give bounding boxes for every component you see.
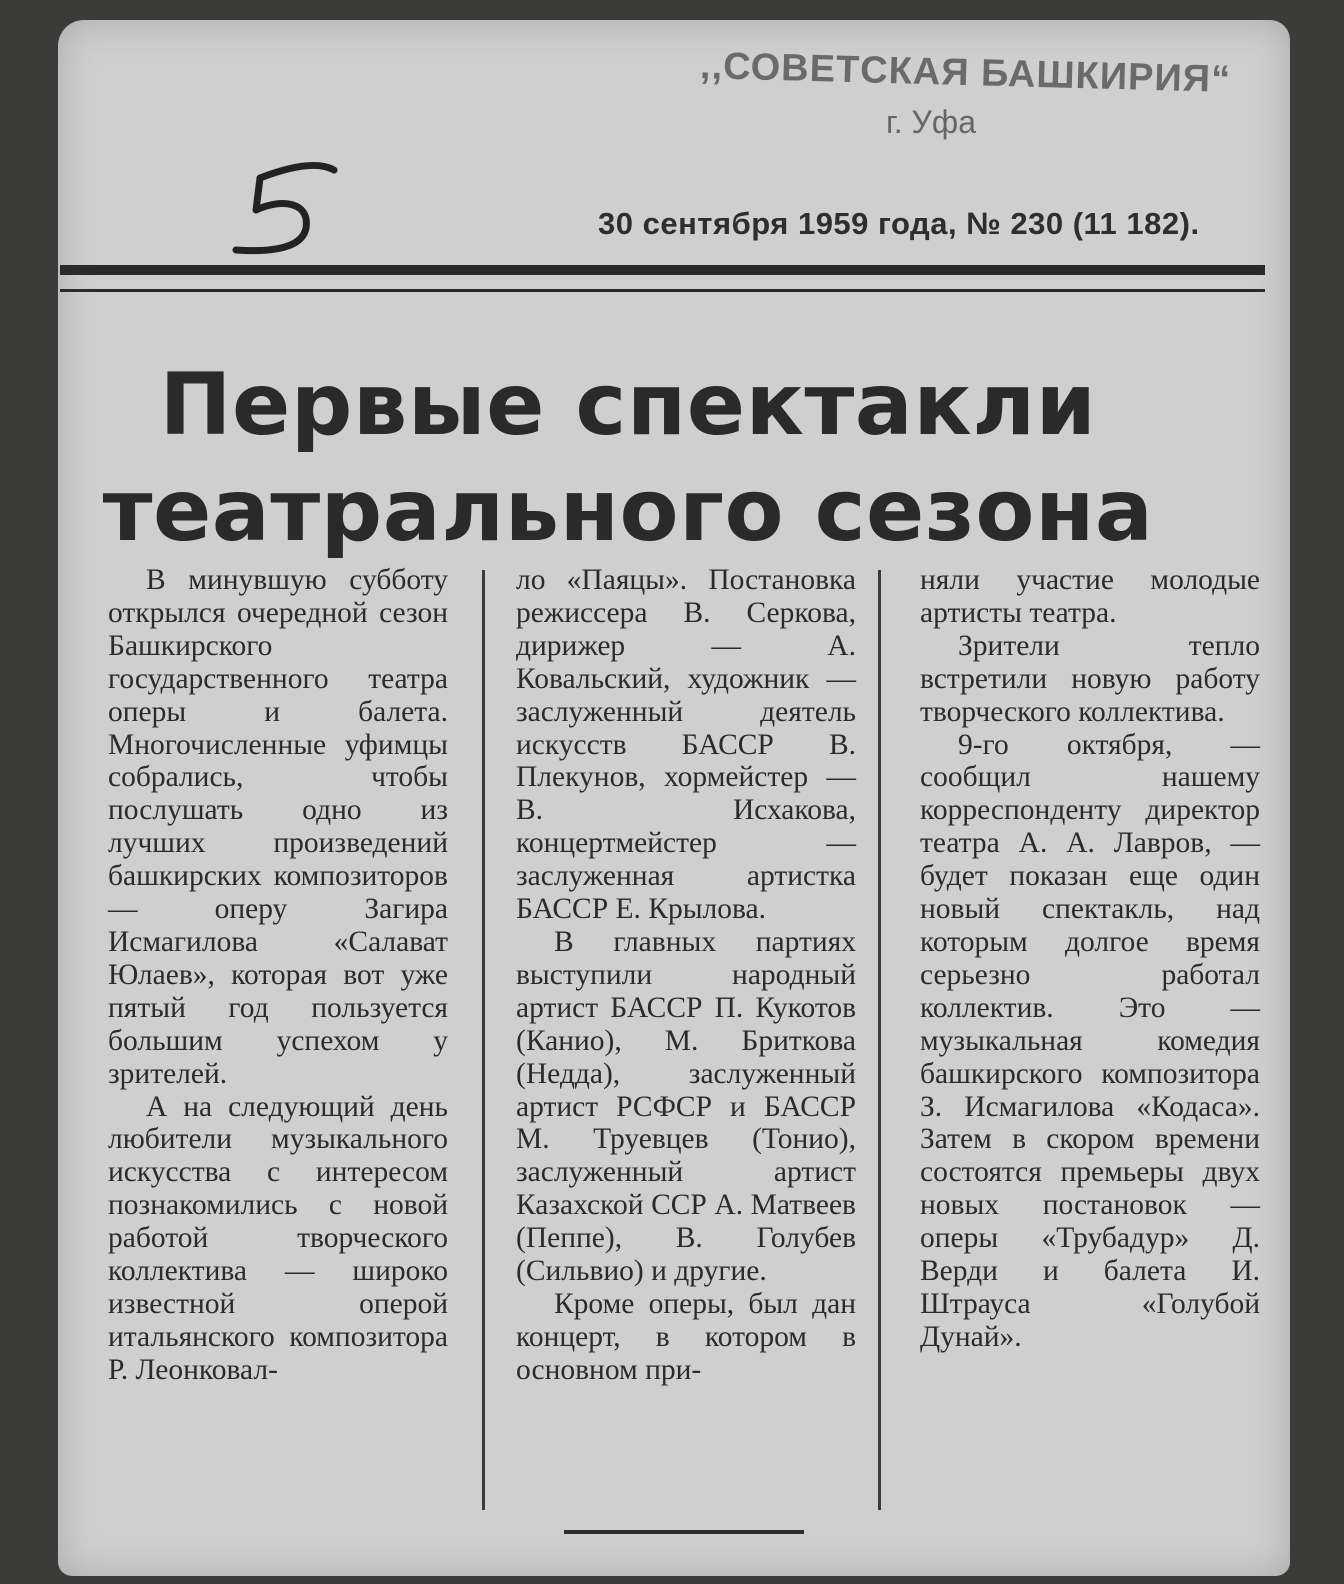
article-column-2 — [516, 564, 856, 1387]
article-headline — [58, 352, 1198, 564]
newspaper-name-stamp: ,,СОВЕТСКАЯ БАШКИРИЯ“ — [699, 45, 1232, 101]
headline-line-2: театрального сезона — [102, 461, 1154, 561]
paragraph: 9-го октября, — сообщил нашему корреспонденту директор театра А. А. Лавров, —будет показан еще один новый спектакль, над которым долгое время серьезно работал коллектив. Это — музыкальная комедия башкирского композитора З. Исмагилова «Кодаса». Затем в скором времени состоятся премьеры двух новых постановок — оперы «Трубадур» Д. Верди и балета И. Штрауса «Голубой Дунай». — [920, 728, 1260, 1353]
column-divider — [482, 570, 485, 1510]
headline-line-1: Первые спектакли — [159, 355, 1097, 455]
paragraph: В главных партиях выступили народный артист БАССР П. Кукотов (Канио), М. Бриткова (Недда), заслуженный артист РСФСР и БАССР М. Труевцев (Тонио), заслуженный артист Казахской ССР А. Матвеев (Пеппе), В. Голубев (Сильвио) и другие. — [516, 925, 856, 1288]
issue-date-number: 30 сентября 1959 года, № 230 (11 182). — [598, 206, 1200, 241]
paragraph: Зрители тепло встретили новую работу творческого коллектива. — [920, 629, 1260, 728]
newspaper-clipping — [58, 20, 1290, 1576]
masthead-rule-thick — [60, 265, 1265, 275]
article-column-3 — [920, 564, 1260, 1354]
paragraph-continued: няли участие молодые артисты театра. — [920, 564, 1260, 629]
column-divider — [878, 570, 881, 1510]
paragraph: А на следующий день любители музыкального искусства с интересом познакомились с новой работой творческого коллектива — широко известной оперой итальянского композитора Р. Леонковал- — [108, 1090, 448, 1386]
paragraph-continued: ло «Паяцы». Постановка режиссера В. Серкова, дирижер — А. Ковальский, художник — заслуженный деятель искусств БАССР В. Плекунов, хормейстер — В. Исхакова, концертмейстер — заслуженная артистка БАССР Е. Крылова. — [516, 564, 856, 926]
masthead-rule-thin — [60, 289, 1265, 292]
article-column-1 — [108, 564, 448, 1387]
paragraph: В минувшую субботу открылся очередной сезон Башкирского государственного театра оперы и балета. Многочисленные уфимцы собрались, чтобы послушать одно из лучших произведений башкирских композиторов — оперу Загира Исмагилова «Салават Юлаев», которая вот уже пятый год пользуется большим успехом у зрителей. — [108, 564, 448, 1090]
city-stamp: г. Уфа — [886, 104, 976, 140]
article-end-rule — [564, 1530, 804, 1534]
paragraph: Кроме оперы, был дан концерт, в котором в основном при- — [516, 1287, 856, 1386]
handwritten-number-5 — [226, 148, 346, 258]
